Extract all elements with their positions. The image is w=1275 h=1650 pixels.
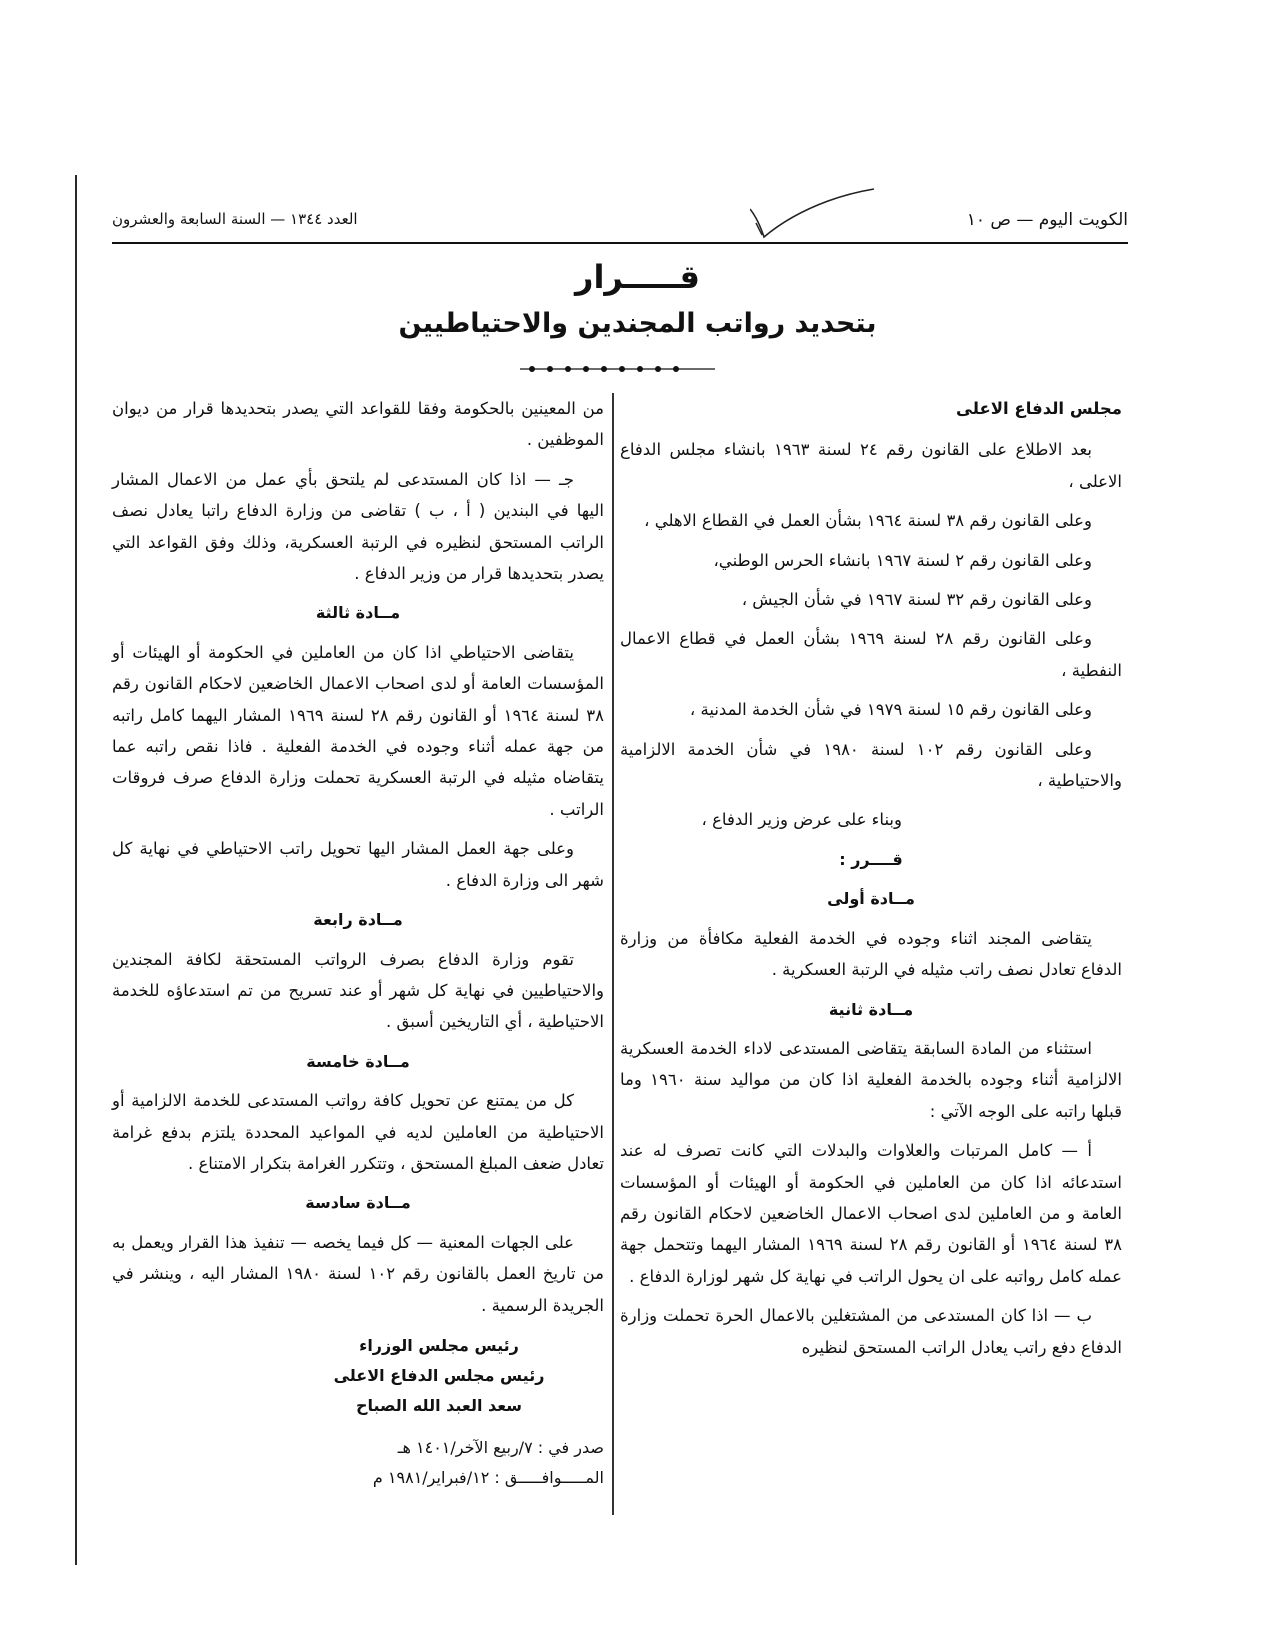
decided-heading: قــــرر : [839,849,903,869]
article-text: كل من يمتنع عن تحويل كافة رواتب المستدعى للخدمة الالزامية أو الاحتياطية من العاملين لديه في المواعيد المحددة يلتزم بدفع غرامة تعادل ضعف المبلغ المستحق ، وتتكرر الغرامة بتكرار الامتناع . [112,1091,604,1173]
article-text: يتقاضى الاحتياطي اذا كان من العاملين في الحكومة أو الهيئات أو المؤسسات العامة أو لدى اصحاب الاعمال الخاضعين لاحكام القانون رقم ٣٨ لسنة ١٩٦٤ أو القانون رقم ٢٨ لسنة ١٩٦٩ المشار اليهما كامل راتبه من جهة عمله أثناء وجوده في الخدمة الفعلية . فاذا نقص راتبه عما يتقاضاه مثيله في الرتبة العسكرية تحملت وزارة الدفاع صرف فروقات الراتب . [112,642,605,819]
preamble-paragraph: وعلى القانون رقم ٣٨ لسنة ١٩٦٤ بشأن العمل في القطاع الاهلي ، [644,511,1092,531]
preamble-paragraph: وعلى القانون رقم ١٥ لسنة ١٩٧٩ في شأن الخدمة المدنية ، [689,700,1092,720]
article-heading: مــادة سادسة [305,1193,411,1213]
title-ornament-divider [520,364,715,374]
council-name: مجلس الدفاع الاعلى [956,399,1122,418]
article-text: على الجهات المعنية — كل فيما يخصه — تنفيذ هذا القرار ويعمل به من تاريخ العمل بالقانون رقم ١٠٢ لسنة ١٩٨٠ المشار اليه ، وينشر في الجريدة الرسمية . [112,1232,605,1315]
article-text: وعلى جهة العمل المشار اليها تحويل راتب الاحتياطي في نهاية كل شهر الى وزارة الدفاع . [112,839,604,890]
clause-text: ب — اذا كان المستدعى من المشتغلين بالاعمال الحرة تحملت وزارة الدفاع دفع راتب يعادل الراتب المستحق لنظيره [620,1306,1122,1357]
continuation-text: من المعينين بالحكومة وفقا للقواعد التي يصدر بتحديدها قرار من ديوان الموظفين . [112,399,604,450]
publication-page-label: الكويت اليوم — ص ١٠ [966,210,1128,230]
decree-title: قـــــرار [575,258,700,296]
column-divider [612,393,614,1515]
issue-date-block [112,1433,604,1493]
clause-text: جـ — اذا كان المستدعى لم يلتحق بأي عمل من الاعمال المشار اليها في البندين ( أ ، ب ) تقاضى من وزارة الدفاع راتبا يعادل نصف الراتب المستحق لنظيره في الرتبة العسكرية، وذلك وفق القواعد التي يصدر بتحديدها قرار من وزير الدفاع . [112,469,604,584]
article-heading: مــادة أولى [827,889,915,909]
article-text: تقوم وزارة الدفاع بصرف الرواتب المستحقة لكافة المجندين والاحتياطيين في نهاية كل شهر أو عند تسريح من تم استدعاؤه للخدمة الاحتياطية ، أي التاريخين أسبق . [112,949,604,1032]
preamble-paragraph: بعد الاطلاع على القانون رقم ٢٤ لسنة ١٩٦٣ بانشاء مجلس الدفاع الاعلى ، [620,440,1122,491]
issued-gregorian-date: المـــــوافـــــق : ١٢/فبراير/١٩٨١ م [372,1467,604,1487]
article-heading: مــادة رابعة [313,910,403,930]
article-heading: مــادة ثانية [828,999,914,1019]
signature-block [274,1331,604,1421]
article-text: يتقاضى المجند اثناء وجوده في الخدمة الفعلية مكافأة من وزارة الدفاع تعادل نصف راتب مثيله في الرتبة العسكرية . [620,928,1122,980]
preamble-paragraph: وبناء على عرض وزير الدفاع ، [701,810,902,830]
decree-subtitle: بتحديد رواتب المجندين والاحتياطيين [398,308,877,339]
handwritten-check-mark [750,187,875,247]
issued-hijri-date: صدر في : ٧/ربيع الآخر/١٤٠١ هـ [397,1437,604,1457]
preamble-paragraph: وعلى القانون رقم ٢ لسنة ١٩٦٧ بانشاء الحرس الوطني، [713,550,1092,570]
article-heading: مــادة خامسة [306,1051,410,1071]
right-column [620,393,1122,1371]
signatory-title: رئيس مجلس الدفاع الاعلى [333,1365,545,1385]
preamble-paragraph: وعلى القانون رقم ٢٨ لسنة ١٩٦٩ بشأن العمل في قطاع الاعمال النفطية ، [620,629,1122,680]
article-text: استثناء من المادة السابقة يتقاضى المستدعى لاداء الخدمة العسكرية الالزامية أثناء وجوده بالخدمة الفعلية اذا كان من مواليد سنة ١٩٦٠ وما قبلها راتبه على الوجه الآتي : [620,1038,1122,1121]
left-column [112,393,604,1493]
page-header [112,204,1128,244]
signatory-name: سعد العبد الله الصباح [355,1395,523,1415]
header-rule [112,242,1128,244]
article-heading: مــادة ثالثة [315,603,401,623]
preamble-paragraph: وعلى القانون رقم ١٠٢ لسنة ١٩٨٠ في شأن الخدمة الالزامية والاحتياطية ، [620,739,1122,791]
signatory-title: رئيس مجلس الوزراء [359,1335,519,1355]
issue-info-label: العدد ١٣٤٤ — السنة السابعة والعشرون [112,210,358,228]
preamble-paragraph: وعلى القانون رقم ٣٢ لسنة ١٩٦٧ في شأن الجيش ، [741,590,1092,610]
binding-margin-line [75,175,77,1565]
clause-text: أ — كامل المرتبات والعلاوات والبدلات التي كانت تصرف له عند استدعائه اذا كان من العاملين في الحكومة أو الهيئات أو المؤسسات العامة و من العاملين لدى اصحاب الاعمال الخاضعين لاحكام القانون رقم ٣٨ لسنة ١٩٦٤ أو القانون رقم ٢٨ لسنة ١٩٦٩ المشار اليهما وتتحمل جهة عمله كامل رواتبه على ان يحول الراتب في نهاية كل شهر لوزارة الدفاع . [620,1141,1123,1286]
